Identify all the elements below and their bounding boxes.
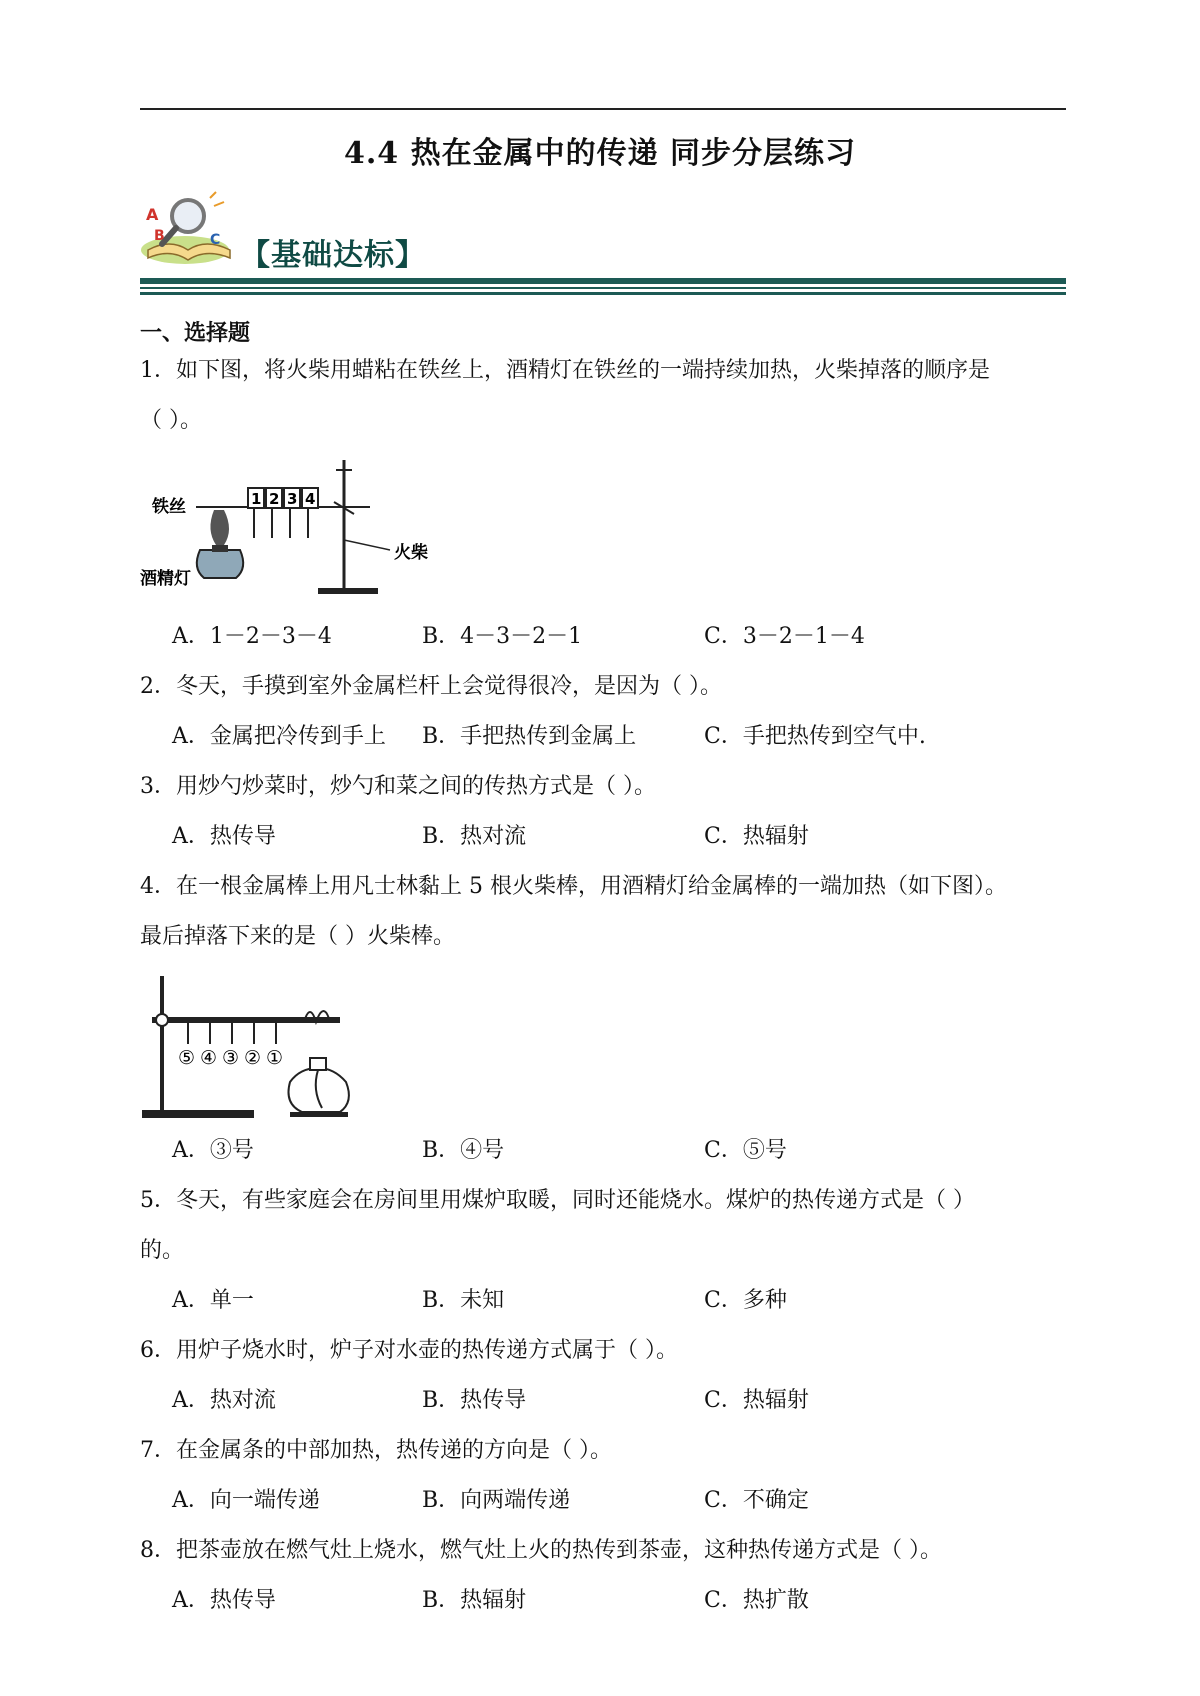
- question-5-text: 5．冬天，有些家庭会在房间里用煤炉取暖，同时还能烧水。煤炉的热传递方式是（ ）: [140, 1188, 975, 1213]
- q7-option-c[interactable]: C．不确定: [704, 1488, 809, 1513]
- question-1-text: 1．如下图，将火柴用蜡粘在铁丝上，酒精灯在铁丝的一端持续加热，火柴掉落的顺序是: [140, 358, 990, 383]
- q4-figure: [140, 972, 360, 1122]
- q8-option-b[interactable]: B．热辐射: [422, 1588, 527, 1613]
- svg-text:2: 2: [269, 490, 280, 508]
- banner-rule: [140, 287, 1066, 289]
- q5-option-c[interactable]: C．多种: [704, 1288, 787, 1313]
- section-title: 一、选择题: [140, 320, 251, 346]
- svg-text:③: ③: [222, 1047, 240, 1069]
- svg-text:1: 1: [251, 490, 262, 508]
- question-6-text: 6．用炉子烧水时，炉子对水壶的热传递方式属于（ ）。: [140, 1338, 678, 1363]
- q4-option-c[interactable]: C．⑤号: [704, 1138, 787, 1163]
- match-label: 火柴: [394, 543, 428, 563]
- question-7-text: 7．在金属条的中部加热，热传递的方向是（ ）。: [140, 1438, 612, 1463]
- question-2-text: 2．冬天，手摸到室外金属栏杆上会觉得很冷，是因为（ ）。: [140, 674, 722, 699]
- q2-option-a[interactable]: A．金属把冷传到手上: [172, 724, 386, 749]
- q2-option-b[interactable]: B．手把热传到金属上: [422, 724, 637, 749]
- q4-option-b[interactable]: B．④号: [422, 1138, 505, 1163]
- q1-figure: [140, 450, 440, 600]
- question-1-text: （ ）。: [140, 408, 202, 433]
- page-title: 4.4 热在金属中的传递 同步分层练习: [343, 136, 857, 171]
- match-number-labels: [178, 1047, 283, 1069]
- number-boxes: [248, 488, 318, 508]
- svg-text:①: ①: [266, 1047, 284, 1069]
- q5-option-a[interactable]: A．单一: [172, 1288, 254, 1313]
- svg-text:C: C: [210, 232, 221, 248]
- q3-option-a[interactable]: A．热传导: [172, 824, 276, 849]
- q6-option-b[interactable]: B．热传导: [422, 1388, 527, 1413]
- question-3-text: 3．用炒勺炒菜时，炒勺和菜之间的传热方式是（ ）。: [140, 774, 656, 799]
- q4-option-a[interactable]: A．③号: [172, 1138, 254, 1163]
- q2-option-c[interactable]: C．手把热传到空气中.: [704, 724, 926, 749]
- banner-label: 【基础达标】: [240, 238, 426, 273]
- svg-text:⑤: ⑤: [178, 1047, 196, 1069]
- q7-option-b[interactable]: B．向两端传递: [422, 1488, 571, 1513]
- q8-option-c[interactable]: C．热扩散: [704, 1588, 809, 1613]
- section-banner: [140, 190, 1066, 300]
- question-4-text: 4．在一根金属棒上用凡士林黏上 5 根火柴棒，用酒精灯给金属棒的一端加热（如下图）。: [140, 874, 1007, 899]
- lamp-label: 酒精灯: [140, 569, 191, 589]
- header-rule: [140, 108, 1066, 110]
- banner-rule: [140, 278, 1066, 284]
- q8-option-a[interactable]: A．热传导: [172, 1588, 276, 1613]
- svg-text:4: 4: [305, 490, 316, 508]
- q5-option-b[interactable]: B．未知: [422, 1288, 505, 1313]
- q6-option-c[interactable]: C．热辐射: [704, 1388, 809, 1413]
- wire-label: 铁丝: [152, 497, 186, 517]
- question-8-text: 8．把茶壶放在燃气灶上烧水，燃气灶上火的热传到茶壶，这种热传递方式是（ ）。: [140, 1538, 942, 1563]
- q1-option-b[interactable]: B．4－3－2－1: [422, 624, 583, 649]
- q7-option-a[interactable]: A．向一端传递: [172, 1488, 320, 1513]
- svg-text:②: ②: [244, 1047, 262, 1069]
- question-5-text: 的。: [140, 1238, 185, 1263]
- q1-option-c[interactable]: C．3－2－1－4: [704, 624, 865, 649]
- magnifier-book-icon: [140, 190, 240, 270]
- svg-text:3: 3: [287, 490, 298, 508]
- svg-text:A: A: [146, 205, 159, 224]
- svg-text:④: ④: [200, 1047, 218, 1069]
- q3-option-b[interactable]: B．热对流: [422, 824, 527, 849]
- q3-option-c[interactable]: C．热辐射: [704, 824, 809, 849]
- svg-text:B: B: [154, 228, 165, 244]
- q1-option-a[interactable]: A．1－2－3－4: [172, 624, 332, 649]
- banner-rule: [140, 292, 1066, 295]
- q6-option-a[interactable]: A．热对流: [172, 1388, 276, 1413]
- question-4-text: 最后掉落下来的是（ ）火柴棒。: [140, 924, 455, 949]
